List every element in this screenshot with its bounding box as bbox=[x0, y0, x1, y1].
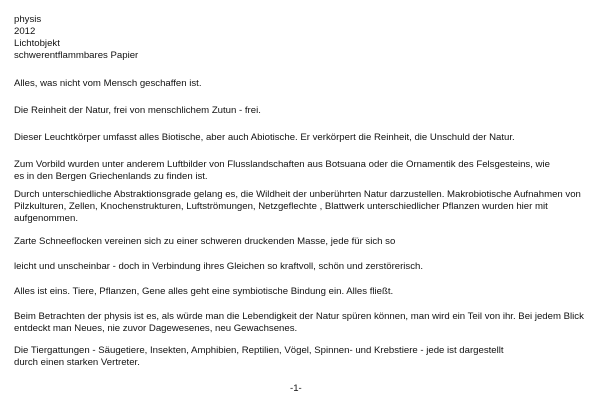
work-material: schwerentflammbares Papier bbox=[14, 50, 139, 61]
document-header bbox=[14, 14, 594, 62]
work-year: 2012 bbox=[14, 26, 36, 37]
paragraph-7: leicht und unscheinbar - doch in Verbindung ihres Gleichen so kraftvoll, schön und zerstörerisch. bbox=[14, 261, 424, 272]
paragraph-9: Beim Betrachten der physis ist es, als würde man die Lebendigkeit der Natur spüren können, man wird ein Teil von ihr. Bei jedem Blick entdeckt man Neues, nie zuvor Dagewesenes, neu Gewachsenes. bbox=[14, 311, 584, 334]
work-title: physis bbox=[14, 14, 42, 25]
paragraph-6: Zarte Schneeflocken vereinen sich zu einer schweren druckenden Masse, jede für sich so bbox=[14, 236, 396, 247]
paragraph-3: Dieser Leuchtkörper umfasst alles Biotische, aber auch Abiotische. Er verkörpert die Reinheit, die Unschuld der Natur. bbox=[14, 132, 515, 143]
paragraph-8: Alles ist eins. Tiere, Pflanzen, Gene alles geht eine symbiotische Bindung ein. Alles fließt. bbox=[14, 286, 394, 297]
page-number: -1- bbox=[290, 383, 302, 394]
work-type: Lichtobjekt bbox=[14, 38, 60, 49]
paragraph-10: Die Tiergattungen - Säugetiere, Insekten, Amphibien, Reptilien, Vögel, Spinnen- und Krebstiere - jede ist dargestellt durch einen starken Vertreter. bbox=[14, 345, 504, 368]
document-page bbox=[14, 14, 594, 369]
paragraph-1: Alles, was nicht vom Mensch geschaffen ist. bbox=[14, 78, 202, 89]
paragraph-2: Die Reinheit der Natur, frei von menschlichem Zutun - frei. bbox=[14, 105, 261, 116]
paragraph-5: Durch unterschiedliche Abstraktionsgrade gelang es, die Wildheit der unberührten Natur darzustellen. Makrobiotische Aufnahmen von Pilzkulturen, Zellen, Knochenstrukturen, Luftströmungen, Netzgeflechte , Blattwerk unterschiedlicher Pflanzen wurden hier mit aufgenommen. bbox=[14, 189, 581, 224]
paragraph-4: Zum Vorbild wurden unter anderem Luftbilder von Flusslandschaften aus Botsuana oder die Ornamentik des Felsgesteins, wie es in den Bergen Griechenlands zu finden ist. bbox=[14, 159, 550, 182]
